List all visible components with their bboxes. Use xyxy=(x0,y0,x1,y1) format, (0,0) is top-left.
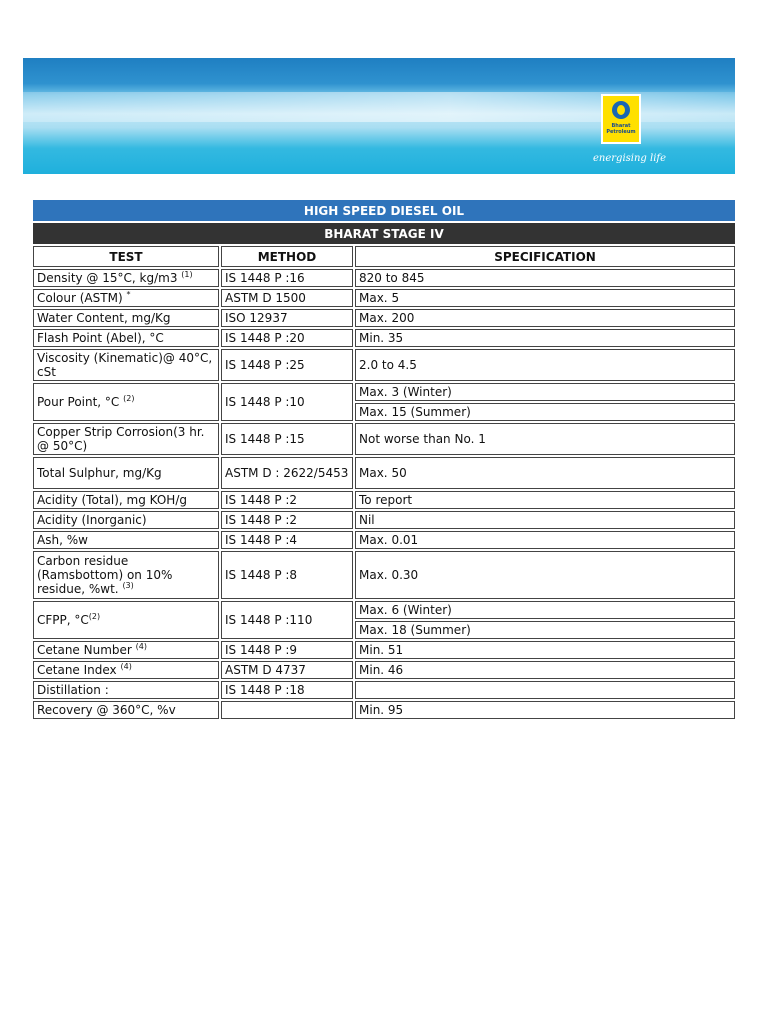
method-cell: IS 1448 P :16 xyxy=(221,269,353,287)
table-row xyxy=(33,681,735,699)
table-row xyxy=(33,701,735,719)
method-cell: IS 1448 P :25 xyxy=(221,349,353,381)
spec-cell: Max. 50 xyxy=(355,457,735,489)
test-cell: Pour Point, °C $^{(2)}$ xyxy=(33,383,219,421)
test-cell: Acidity (Total), mg KOH/g xyxy=(33,491,219,509)
method-cell: ASTM D : 2622/5453 xyxy=(221,457,353,489)
tagline: energising life xyxy=(593,153,667,164)
spec-cell: Max. 5 xyxy=(355,289,735,307)
table-row xyxy=(33,309,735,327)
test-cell: Total Sulphur, mg/Kg xyxy=(33,457,219,489)
spec-cell: Not worse than No. 1 xyxy=(355,423,735,455)
spec-cell: Min. 51 xyxy=(355,641,735,659)
test-cell: Distillation : xyxy=(33,681,219,699)
method-cell: IS 1448 P :110 xyxy=(221,601,353,639)
table-row xyxy=(33,457,735,489)
table-row xyxy=(33,601,735,619)
spec-cell: Min. 35 xyxy=(355,329,735,347)
method-cell: ISO 12937 xyxy=(221,309,353,327)
table-row xyxy=(33,329,735,347)
spec-cell: To report xyxy=(355,491,735,509)
column-header-test: TEST xyxy=(33,246,219,267)
test-cell: Flash Point (Abel), °C xyxy=(33,329,219,347)
test-cell: Viscosity (Kinematic)@ 40°C, cSt xyxy=(33,349,219,381)
test-cell: Cetane Index $^{(4)}$ xyxy=(33,661,219,679)
spec-cell: Max. 6 (Winter) xyxy=(355,601,735,619)
header-row xyxy=(33,246,735,267)
method-cell: IS 1448 P :15 xyxy=(221,423,353,455)
table-row xyxy=(33,531,735,549)
test-cell: Density @ 15°C, kg/m3 $^{(1)}$ xyxy=(33,269,219,287)
spec-cell: Min. 95 xyxy=(355,701,735,719)
column-header-method: METHOD xyxy=(221,246,353,267)
method-cell: ASTM D 4737 xyxy=(221,661,353,679)
table-row xyxy=(33,269,735,287)
method-cell: IS 1448 P :2 xyxy=(221,491,353,509)
spec-table xyxy=(31,198,737,721)
table-row xyxy=(33,491,735,509)
test-cell: Colour (ASTM) * xyxy=(33,289,219,307)
method-cell: IS 1448 P :10 xyxy=(221,383,353,421)
method-cell: ASTM D 1500 xyxy=(221,289,353,307)
method-cell: IS 1448 P :18 xyxy=(221,681,353,699)
method-cell: IS 1448 P :9 xyxy=(221,641,353,659)
table-title: HIGH SPEED DIESEL OIL xyxy=(33,200,735,221)
table-row xyxy=(33,383,735,401)
spec-cell: Nil xyxy=(355,511,735,529)
table-row xyxy=(33,349,735,381)
table-row xyxy=(33,423,735,455)
logo-emblem-icon xyxy=(612,101,630,119)
spec-cell: Max. 0.01 xyxy=(355,531,735,549)
spec-cell xyxy=(355,681,735,699)
test-cell: CFPP, $^\circ C^{(2)}$ xyxy=(33,601,219,639)
table-row xyxy=(33,661,735,679)
test-cell: Ash, %w xyxy=(33,531,219,549)
column-header-specification: SPECIFICATION xyxy=(355,246,735,267)
table-row xyxy=(33,551,735,599)
spec-cell: Max. 18 (Summer) xyxy=(355,621,735,639)
table-row xyxy=(33,641,735,659)
method-cell: IS 1448 P :2 xyxy=(221,511,353,529)
test-cell: Water Content, mg/Kg xyxy=(33,309,219,327)
test-cell: Copper Strip Corrosion(3 hr. @ 50°C) xyxy=(33,423,219,455)
spec-cell: 2.0 to 4.5 xyxy=(355,349,735,381)
test-cell: Cetane Number $^{(4)}$ xyxy=(33,641,219,659)
method-cell: IS 1448 P :20 xyxy=(221,329,353,347)
table-row xyxy=(33,289,735,307)
method-cell: IS 1448 P :8 xyxy=(221,551,353,599)
table-stage: BHARAT STAGE IV xyxy=(33,223,735,244)
method-cell xyxy=(221,701,353,719)
table-row xyxy=(33,511,735,529)
spec-cell: Min. 46 xyxy=(355,661,735,679)
test-cell: Carbon residue (Ramsbottom) on 10% residue, %wt. $^{(3)}$ xyxy=(33,551,219,599)
header-banner xyxy=(23,58,735,174)
bharat-petroleum-logo xyxy=(601,94,641,144)
spec-cell: Max. 15 (Summer) xyxy=(355,403,735,421)
spec-cell: Max. 3 (Winter) xyxy=(355,383,735,401)
method-cell: IS 1448 P :4 xyxy=(221,531,353,549)
test-cell: Acidity (Inorganic) xyxy=(33,511,219,529)
spec-cell: 820 to 845 xyxy=(355,269,735,287)
logo-text: Bharat Petroleum xyxy=(606,123,636,135)
spec-cell: Max. 200 xyxy=(355,309,735,327)
spec-cell: Max. 0.30 xyxy=(355,551,735,599)
test-cell: Recovery @ 360°C, %v xyxy=(33,701,219,719)
